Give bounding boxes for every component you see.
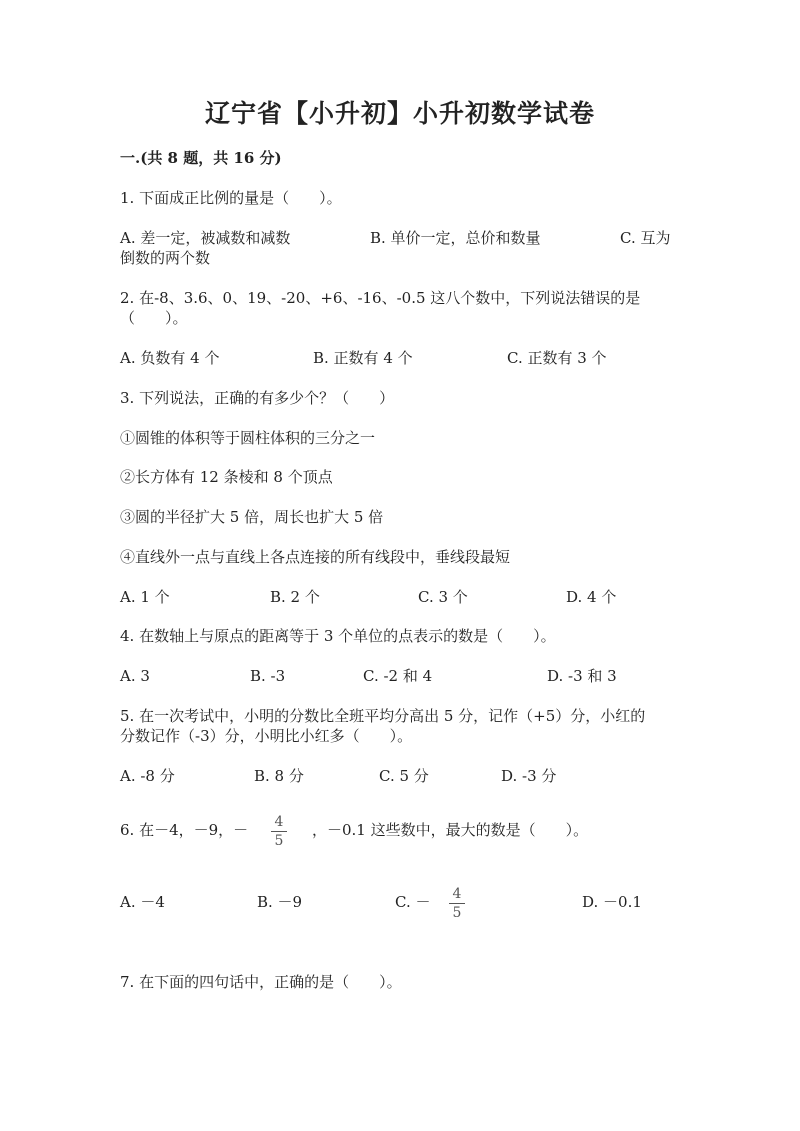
question-5-stem-continued: 分数记作（-3）分，小明比小红多（ ）。	[120, 727, 413, 745]
fraction-bar	[271, 831, 287, 832]
question-3-stem: 3. 下列说法，正确的有多少个？（ ）	[120, 389, 395, 407]
fraction-denominator: 5	[274, 833, 284, 849]
question-2-stem-continued: （ ）。	[120, 309, 188, 327]
question-2-option-b: B. 正数有 4 个	[313, 349, 413, 367]
question-6-stem-end: ，－0.1 这些数中，最大的数是（ ）。	[312, 821, 589, 839]
question-6-option-a: A. －4	[120, 893, 165, 911]
question-6-option-c-fraction	[446, 886, 468, 921]
question-3-statement-3: ③圆的半径扩大 5 倍，周长也扩大 5 倍	[120, 508, 384, 526]
page-title: 辽宁省【小升初】小升初数学试卷	[204, 99, 595, 128]
question-1-option-b: B. 单价一定，总价和数量	[370, 229, 541, 247]
question-4-option-c: C. -2 和 4	[363, 667, 433, 685]
question-5-option-d: D. -3 分	[501, 767, 557, 785]
question-3-option-d: D. 4 个	[566, 588, 617, 606]
question-4-option-a: A. 3	[120, 667, 150, 685]
question-7-stem: 7. 在下面的四句话中，正确的是（ ）。	[120, 973, 402, 991]
question-3-statement-4: ④直线外一点与直线上各点连接的所有线段中，垂线段最短	[120, 548, 511, 566]
question-4-option-b: B. -3	[250, 667, 286, 685]
question-3-statement-1: ①圆锥的体积等于圆柱体积的三分之一	[120, 429, 376, 447]
question-1-option-c-continued: 倒数的两个数	[120, 249, 211, 267]
question-6-fraction	[268, 814, 290, 849]
question-6-option-d: D. －0.1	[582, 893, 642, 911]
question-1-option-c: C. 互为	[620, 229, 671, 247]
question-5-stem: 5. 在一次考试中，小明的分数比全班平均分高出 5 分，记作（+5）分，小红的	[120, 707, 646, 725]
question-5-option-b: B. 8 分	[254, 767, 304, 785]
question-6-option-b: B. －9	[257, 893, 303, 911]
fraction-numerator: 4	[274, 814, 284, 830]
question-3-statement-2: ②长方体有 12 条棱和 8 个顶点	[120, 468, 333, 486]
question-2-stem: 2. 在-8、3.6、0、19、-20、+6、-16、-0.5 这八个数中，下列说法错误的是	[120, 289, 641, 307]
question-5-option-c: C. 5 分	[379, 767, 429, 785]
question-4-option-d: D. -3 和 3	[547, 667, 617, 685]
fraction-numerator: 4	[452, 886, 462, 902]
question-6-option-c: C. －	[395, 893, 431, 911]
question-3-option-a: A. 1 个	[120, 588, 170, 606]
question-5-option-a: A. -8 分	[120, 767, 175, 785]
question-3-option-c: C. 3 个	[418, 588, 468, 606]
question-3-option-b: B. 2 个	[270, 588, 320, 606]
question-2-option-c: C. 正数有 3 个	[507, 349, 607, 367]
question-4-stem: 4. 在数轴上与原点的距离等于 3 个单位的点表示的数是（ ）。	[120, 627, 556, 645]
fraction-denominator: 5	[452, 905, 462, 921]
fraction-bar	[449, 903, 465, 904]
question-2-option-a: A. 负数有 4 个	[120, 349, 220, 367]
section-heading: 一.(共 8 题，共 16 分)	[120, 149, 282, 167]
question-1-stem: 1. 下面成正比例的量是（ ）。	[120, 189, 342, 207]
question-1-option-a: A. 差一定，被减数和减数	[120, 229, 291, 247]
question-6-stem-start: 6. 在－4，－9，－	[120, 821, 249, 839]
